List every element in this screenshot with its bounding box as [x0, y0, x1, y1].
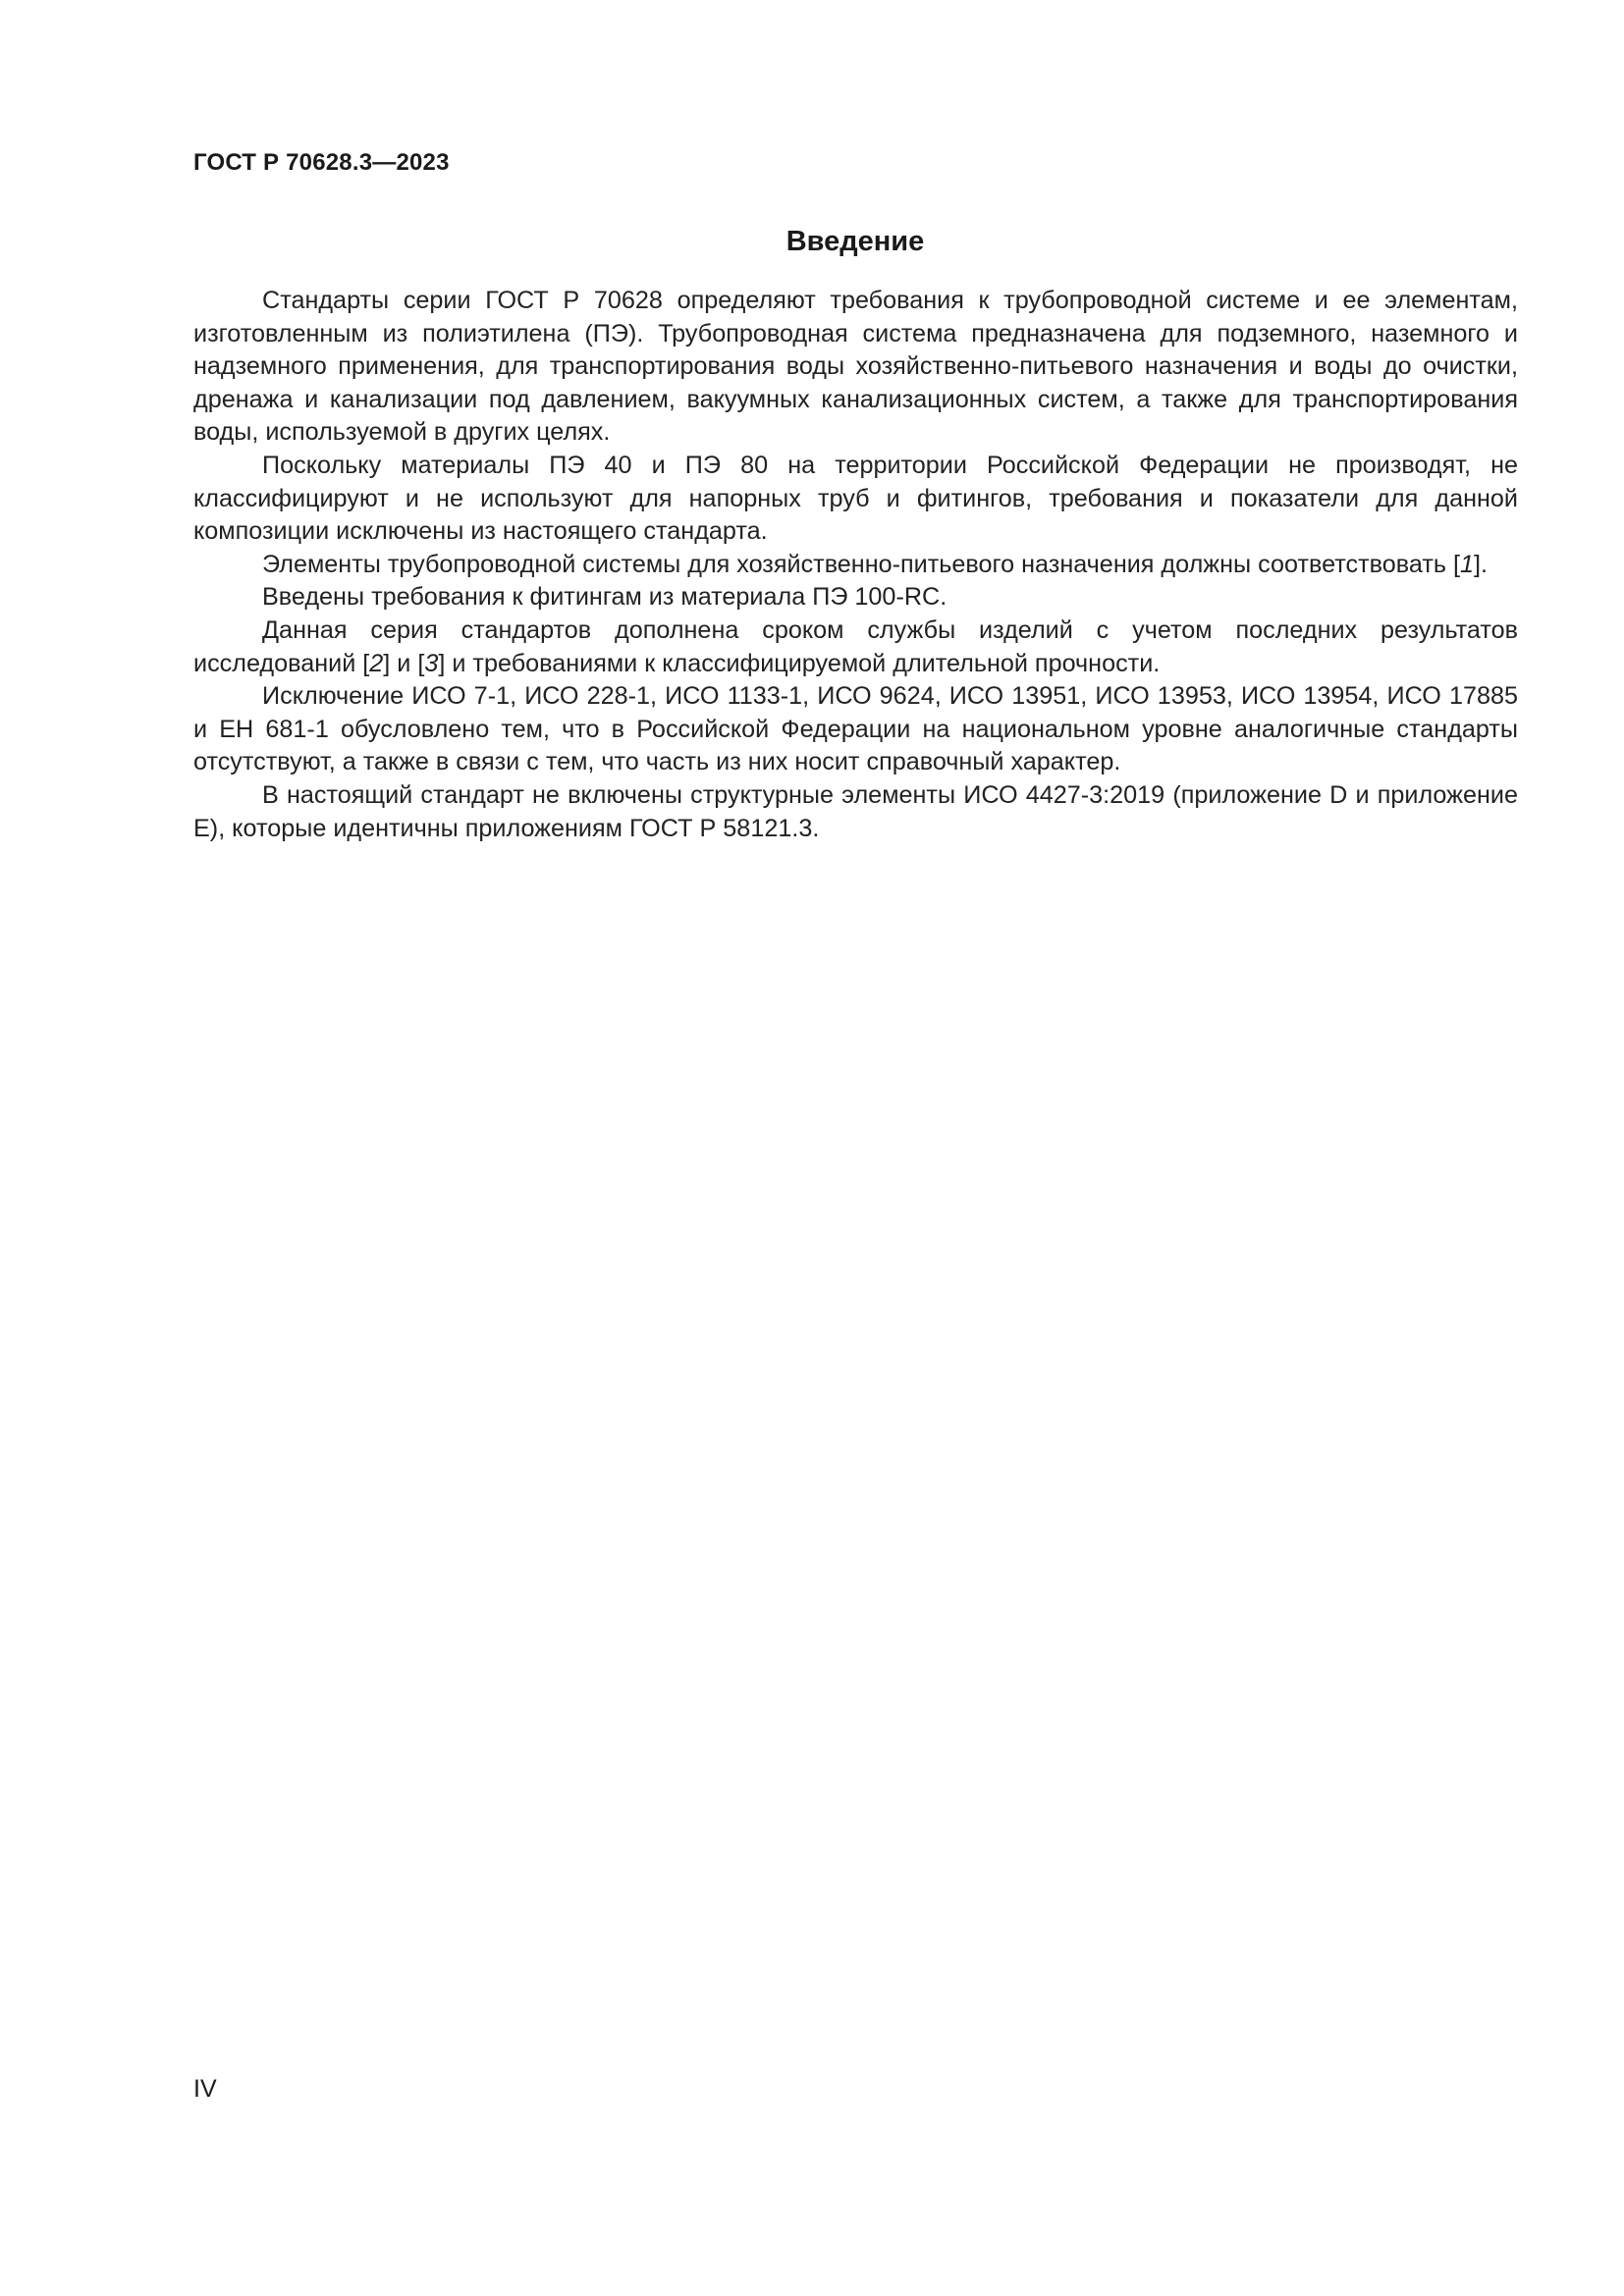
section-title: Введение: [785, 226, 925, 257]
reference-number: 1: [1459, 550, 1474, 578]
introduction-body: [193, 285, 1518, 845]
page-number: IV: [193, 2075, 217, 2103]
reference-number: 2: [369, 649, 384, 677]
paragraph-text: ] и требованиями к классифицируемой длительной прочности.: [438, 649, 1161, 677]
paragraph-text: Элементы трубопроводной системы для хозяйственно-питьевого назначения должны соответствовать [: [262, 550, 1460, 578]
paragraph-exclusions: Исключение ИСО 7-1, ИСО 228-1, ИСО 1133-1, ИСО 9624, ИСО 13951, ИСО 13953, ИСО 13954, ИСО 17885 и ЕН 681-1 обусловлено тем, что в Российской Федерации на национальном уровне аналогичные стандарты отсутствуют, а также в связи с тем, что часть из них носит справочный характер.: [193, 682, 1518, 776]
paragraph-pe-materials: Поскольку материалы ПЭ 40 и ПЭ 80 на территории Российской Федерации не производят, не классифицируют и не используют для напорных труб и фитингов, требования и показатели для данной композиции исключены из настоящего стандарта.: [193, 451, 1518, 546]
paragraph-service-life: [193, 614, 1518, 680]
paragraph-series-scope: Стандарты серии ГОСТ Р 70628 определяют требования к трубопроводной системе и ее элементам, изготовленным из полиэтилена (ПЭ). Трубопроводная система предназначена для подземного, наземного и надземного применения, для транспортирования воды хозяйственно-питьевого назначения и воды до очистки, дренажа и канализации под давлением, вакуумных канализационных систем, а также для транспортирования воды, используемой в других целях.: [193, 287, 1518, 447]
paragraph-structural-elements: В настоящий стандарт не включены структурные элементы ИСО 4427-3:2019 (приложение D и приложение E), которые идентичны приложениям ГОСТ Р 58121.3.: [193, 780, 1518, 842]
paragraph-pe100rc: Введены требования к фитингам из материала ПЭ 100-RC.: [262, 583, 947, 612]
paragraph-text: ] и [: [383, 649, 425, 677]
paragraph-drinking-water: [193, 549, 1518, 582]
reference-number: 3: [424, 649, 439, 677]
paragraph-text: Данная серия стандартов дополнена сроком службы изделий с учетом последних результатов исследований [: [193, 615, 1518, 677]
document-code-header: ГОСТ Р 70628.3—2023: [193, 149, 450, 176]
paragraph-text: ].: [1474, 550, 1488, 578]
